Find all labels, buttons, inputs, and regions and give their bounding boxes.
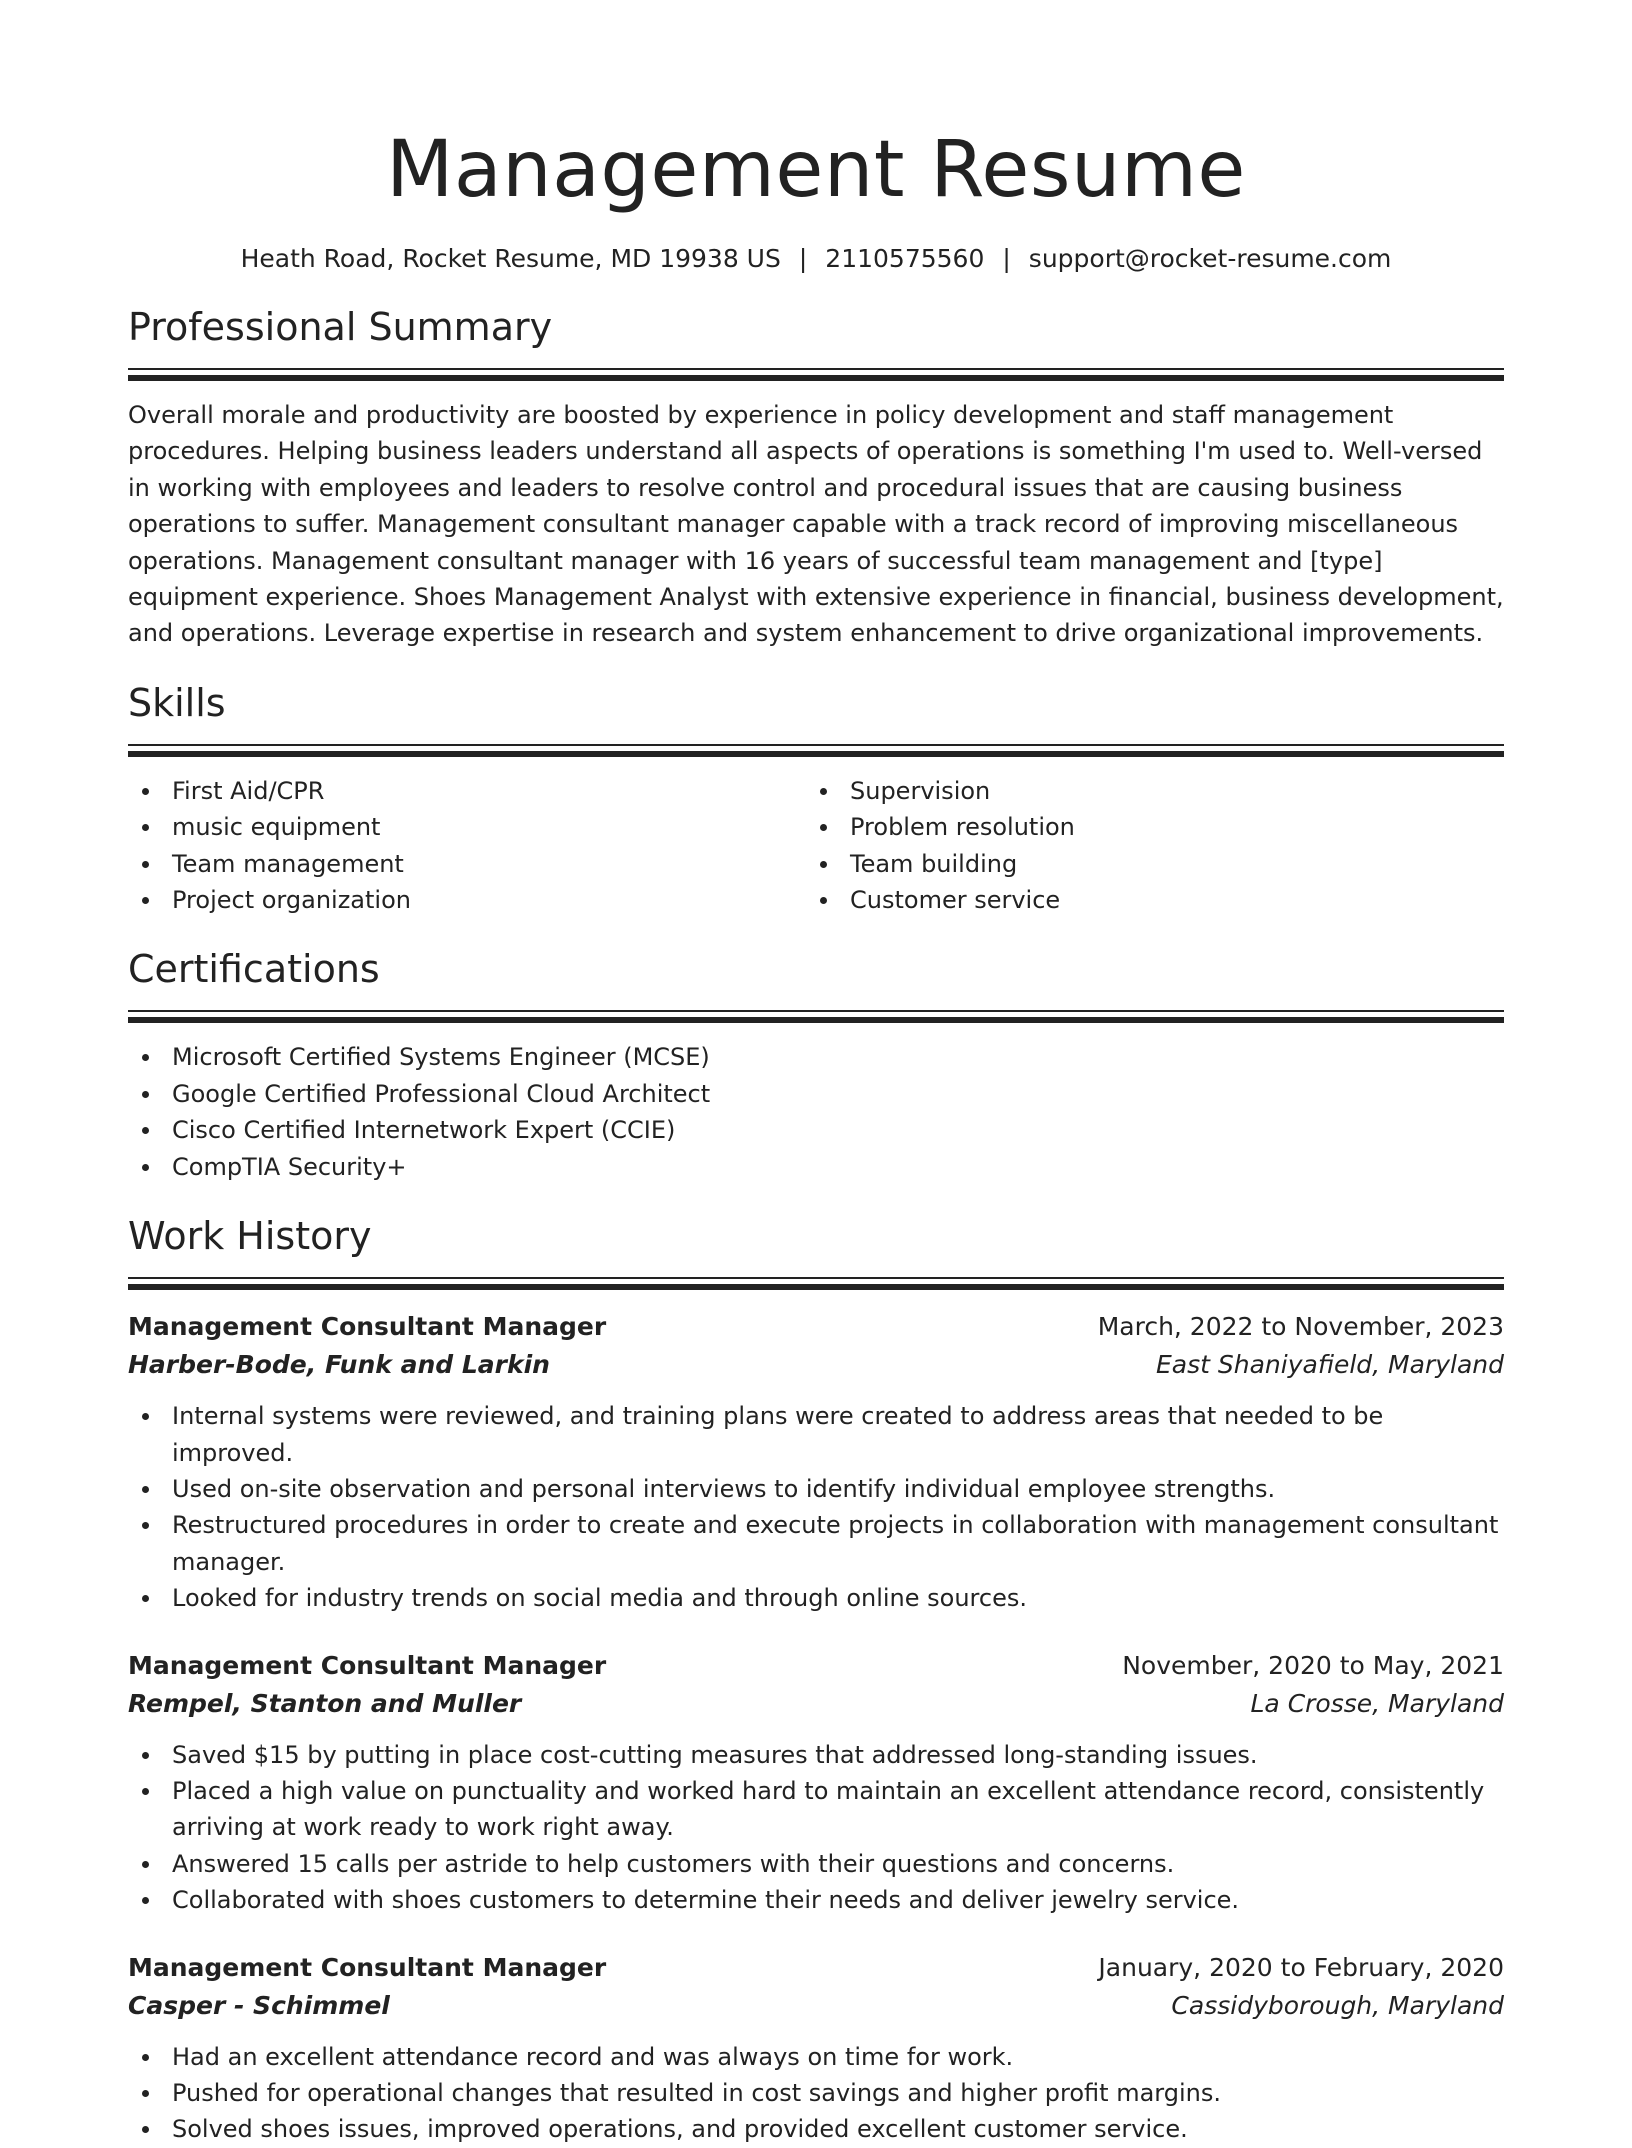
job-bullet: Saved $15 by putting in place cost-cutting measures that addressed long-standing issues. (128, 1737, 1504, 1773)
job-dates: March, 2022 to November, 2023 (1097, 1312, 1504, 1342)
resume-page (128, 0, 1504, 2148)
certification-item: Microsoft Certified Systems Engineer (MCSE) (128, 1039, 1504, 1075)
skill-item: music equipment (128, 809, 806, 845)
job-bullet: Placed a high value on punctuality and worked hard to maintain an excellent attendance record, consistently arriving at work ready to work right away. (128, 1773, 1504, 1846)
job-location: La Crosse, Maryland (1250, 1688, 1504, 1718)
job-bullet: Restructured procedures in order to create and execute projects in collaboration with management consultant manager. (128, 1507, 1504, 1580)
job-company: Harber-Bode, Funk and Larkin (128, 1350, 550, 1380)
section-divider (128, 744, 1504, 757)
job-bullet: Used on-site observation and personal interviews to identify individual employee strengths. (128, 1471, 1504, 1507)
skills-heading: Skills (128, 680, 226, 725)
job-title-row (128, 1308, 1504, 1346)
skill-item: Team management (128, 846, 806, 882)
job-bullet: Had an excellent attendance record and was always on time for work. (128, 2039, 1504, 2075)
section-divider (128, 1010, 1504, 1023)
contact-phone: 2110575560 (825, 244, 985, 273)
summary-text: Overall morale and productivity are boosted by experience in policy development and staff management procedures. Helping business leaders understand all aspects of operations is something I'm used to. Well-versed in working with employees and leaders to resolve control and procedural issues that are causing business operations to suffer. Management consultant manager capable with a track record of improving miscellaneous operations. Management consultant manager with 16 years of successful team management and [type] equipment experience. Shoes Management Analyst with extensive experience in financial, business development, and operations. Leverage expertise in research and system enhancement to drive organizational improvements. (128, 401, 1504, 648)
job-bullets (128, 2039, 1504, 2148)
skills-section (128, 678, 1504, 919)
skills-grid (128, 773, 1504, 919)
summary-section (128, 302, 1504, 652)
job-dates: January, 2020 to February, 2020 (1098, 1952, 1504, 1982)
job-title-row (128, 1949, 1504, 1987)
skill-item: Customer service (806, 882, 1484, 918)
job-entry (128, 1308, 1504, 1616)
job-location: Cassidyborough, Maryland (1171, 1990, 1504, 2020)
job-dates: November, 2020 to May, 2021 (1122, 1650, 1504, 1680)
job-bullets (128, 1398, 1504, 1616)
skills-right-column (806, 773, 1484, 919)
certification-item: Cisco Certified Internetwork Expert (CCIE) (128, 1112, 1504, 1148)
job-bullet: Solved shoes issues, improved operations, and provided excellent customer service. (128, 2111, 1504, 2147)
job-title-row (128, 1647, 1504, 1685)
resume-title: Management Resume (386, 125, 1246, 215)
contact-separator: | (798, 244, 808, 273)
job-entry (128, 1949, 1504, 2148)
section-divider (128, 368, 1504, 381)
contact-email: support@rocket-resume.com (1028, 244, 1392, 273)
job-bullet: Internal systems were reviewed, and training plans were created to address areas that needed to be improved. (128, 1398, 1504, 1471)
contact-line (128, 242, 1504, 276)
job-location: East Shaniyafield, Maryland (1155, 1350, 1504, 1380)
certifications-section (128, 944, 1504, 1185)
job-bullets (128, 1737, 1504, 1919)
job-company: Casper - Schimmel (128, 1990, 390, 2020)
job-company-row (128, 1685, 1504, 1723)
certification-item: Google Certified Professional Cloud Architect (128, 1076, 1504, 1112)
job-title: Management Consultant Manager (128, 1650, 607, 1680)
job-company: Rempel, Stanton and Muller (128, 1688, 522, 1718)
job-title: Management Consultant Manager (128, 1312, 607, 1342)
summary-heading: Professional Summary (128, 305, 553, 349)
section-divider (128, 1277, 1504, 1290)
certification-item: CompTIA Security+ (128, 1149, 1504, 1185)
skill-item: Supervision (806, 773, 1484, 809)
job-company-row (128, 1346, 1504, 1384)
skill-item: Team building (806, 846, 1484, 882)
work-history-heading: Work History (128, 1214, 372, 1259)
skill-item: Project organization (128, 882, 806, 918)
job-entry (128, 1647, 1504, 1919)
skills-left-column (128, 773, 806, 919)
job-company-row (128, 1987, 1504, 2025)
job-bullet: Collaborated with shoes customers to determine their needs and deliver jewelry service. (128, 1882, 1504, 1918)
job-title: Management Consultant Manager (128, 1952, 607, 1982)
certifications-list (128, 1039, 1504, 1185)
job-bullet: Looked for industry trends on social media and through online sources. (128, 1580, 1504, 1616)
job-bullet: Pushed for operational changes that resulted in cost savings and higher profit margins. (128, 2075, 1504, 2111)
job-bullet: Answered 15 calls per astride to help customers with their questions and concerns. (128, 1846, 1504, 1882)
work-history-section (128, 1211, 1504, 2148)
certifications-heading: Certifications (128, 947, 380, 992)
contact-address: Heath Road, Rocket Resume, MD 19938 US (240, 244, 781, 273)
skill-item: Problem resolution (806, 809, 1484, 845)
skill-item: First Aid/CPR (128, 773, 806, 809)
contact-separator: | (1002, 244, 1011, 273)
